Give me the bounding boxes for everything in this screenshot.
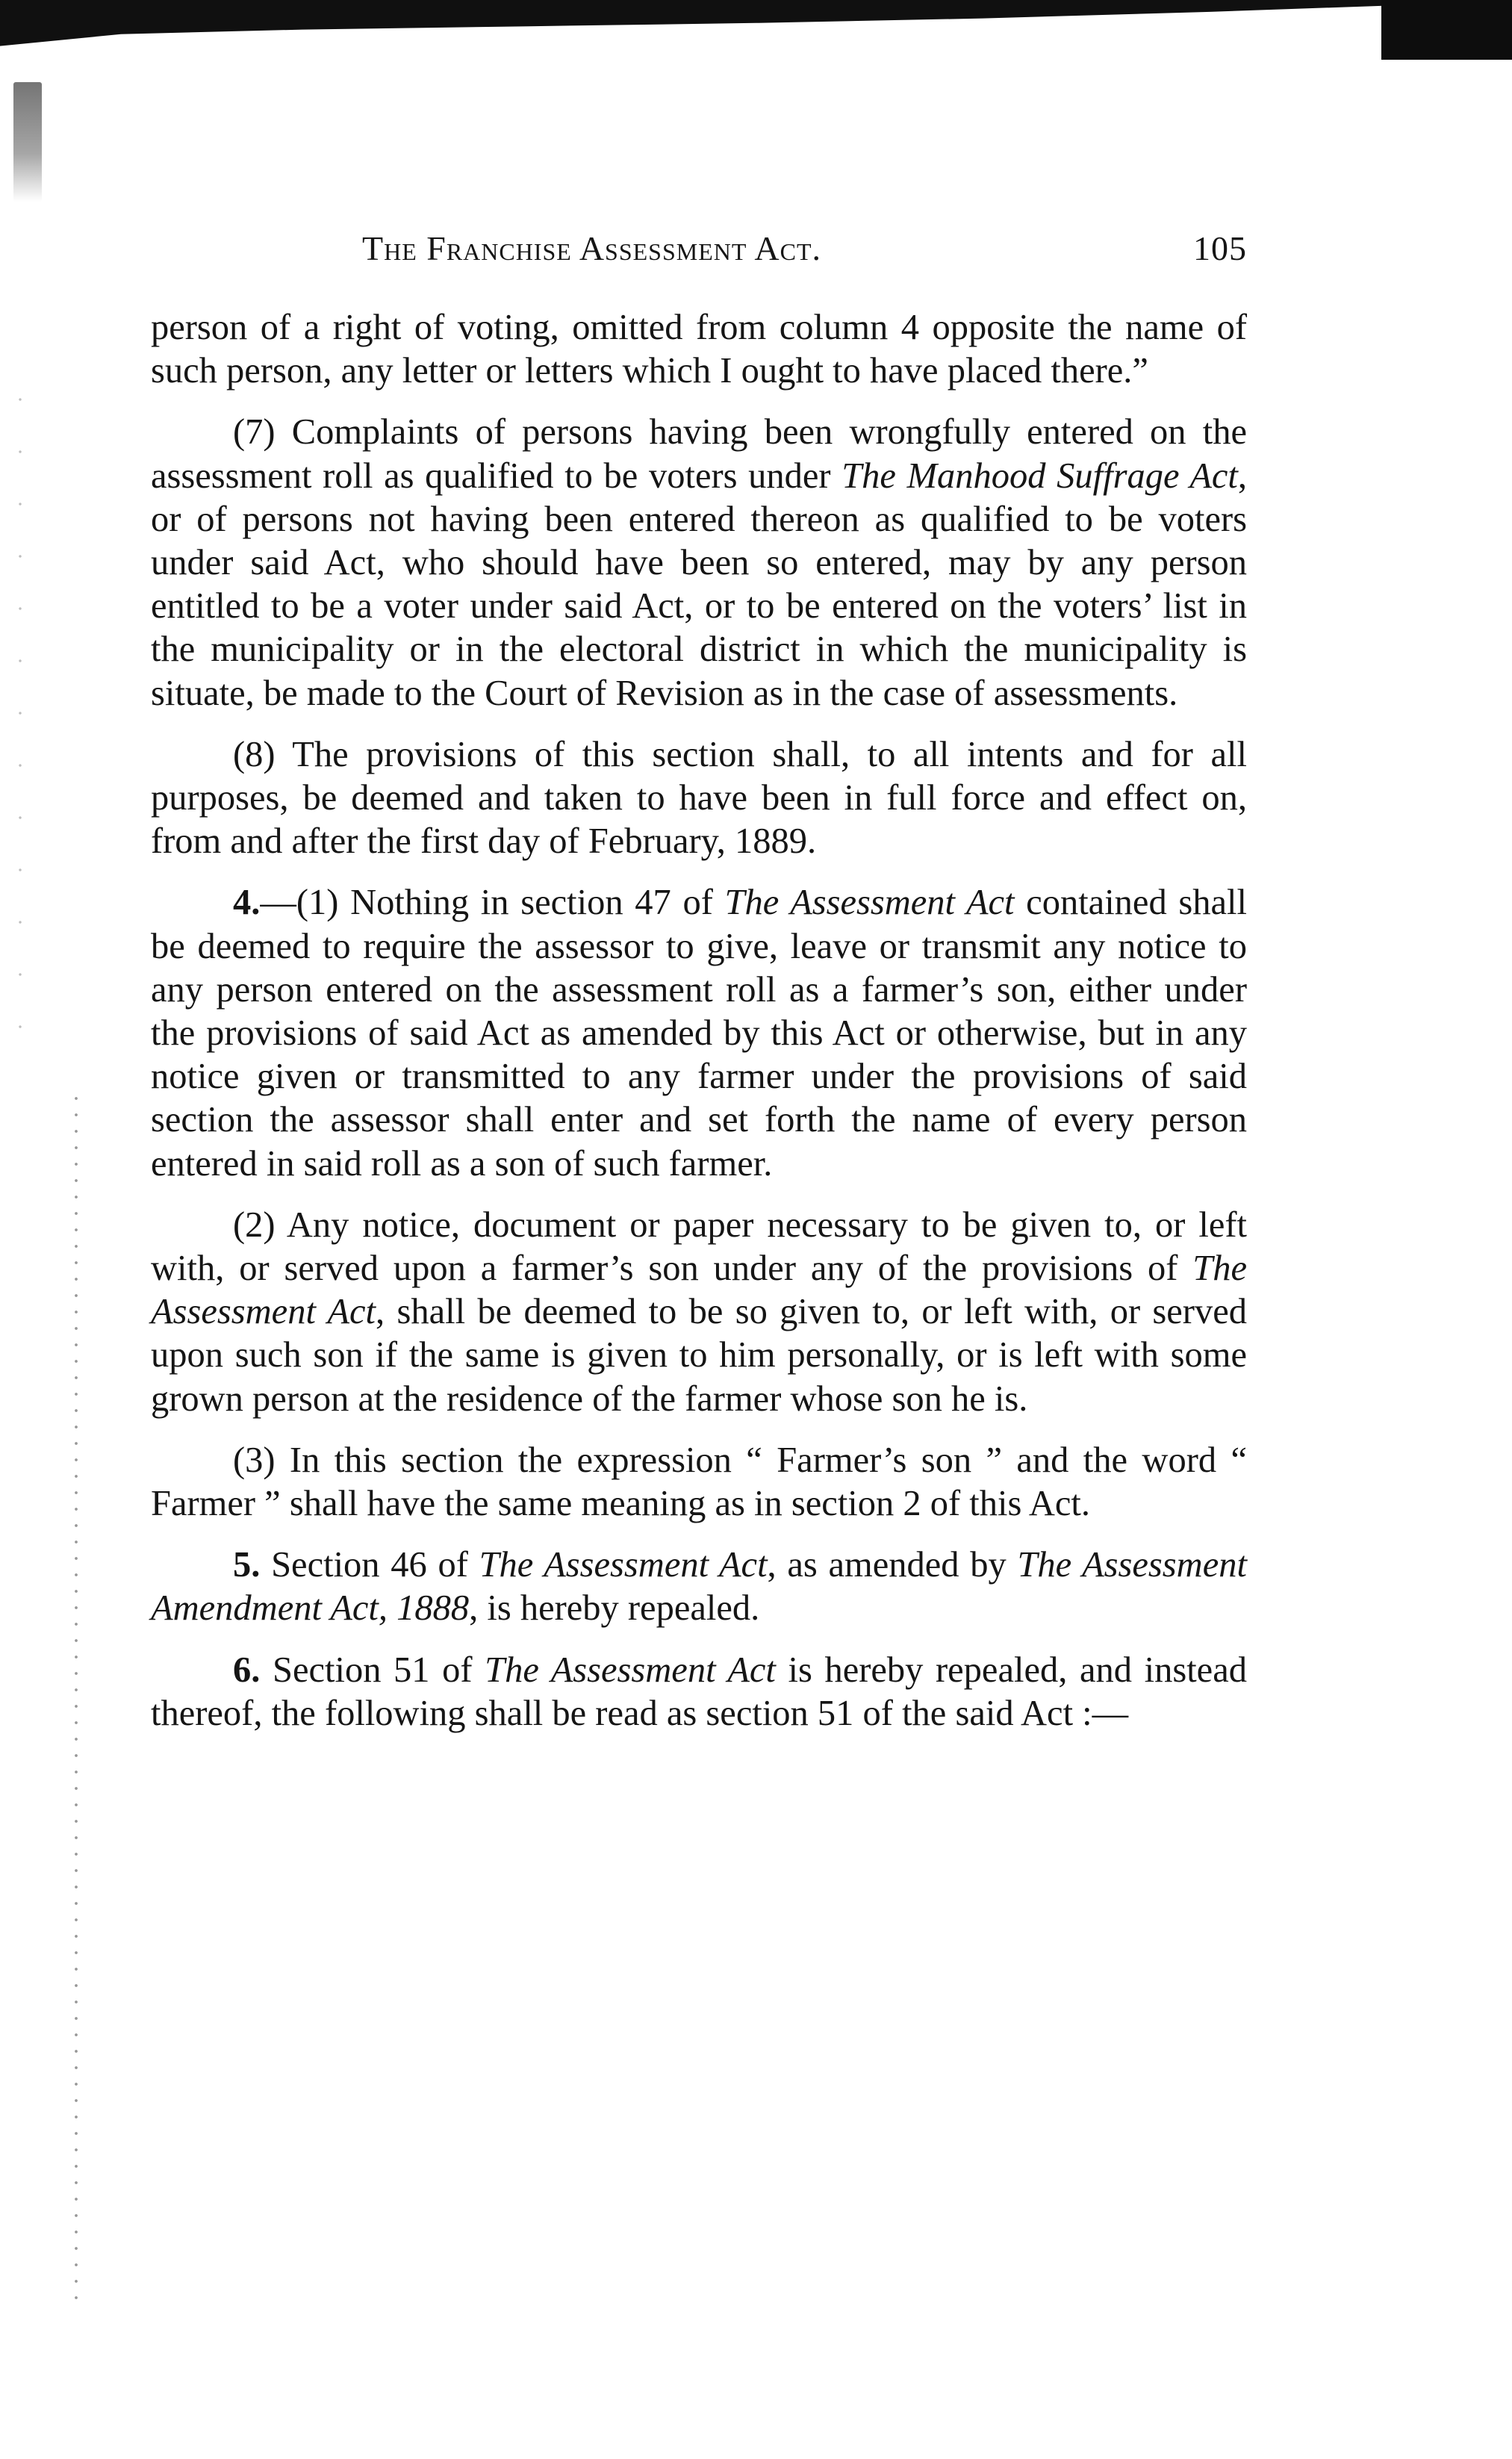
italic-title: The Assessment Act — [479, 1545, 768, 1585]
running-head — [362, 229, 1247, 273]
text-run: Section 46 of — [260, 1545, 479, 1585]
italic-title: The Assessment Act — [485, 1650, 776, 1690]
scan-shadow-corner — [1381, 0, 1512, 60]
paragraph — [151, 411, 1247, 715]
scan-shadow — [0, 0, 1512, 66]
paragraph — [151, 733, 1247, 864]
paragraph — [151, 881, 1247, 1185]
text-run: Section 51 of — [260, 1650, 485, 1690]
section-number: 6. — [233, 1650, 261, 1690]
text-run: person of a right of voting, omitted from column 4 opposite the name of such person, any letter or letters which I ought to have placed there.” — [151, 308, 1247, 391]
text-run: (2) Any notice, document or paper necessary to be given to, or left with, or served upon a farmer’s son under any of the provisions of — [151, 1204, 1247, 1289]
paragraph — [151, 1439, 1247, 1526]
scan-blot — [13, 82, 42, 202]
running-head-title: The Franchise Assessment Act. — [362, 229, 821, 267]
body-text — [151, 306, 1247, 1735]
text-run: , is hereby repealed. — [469, 1588, 760, 1629]
paragraph — [151, 1649, 1247, 1735]
page-number: 105 — [1193, 229, 1247, 267]
text-run: —(1) Nothing in section 47 of — [260, 883, 725, 923]
text-run: contained shall be deemed to require the assessor to give, leave or transmit any notice to any person entered on the assessment roll as a farmer’s son, either under the provisions of said Act as amended by this Act or otherwise, but in any notice given or transmitted to any farmer under the provisions of said section the assessor shall enter and set forth the name of every person entered in said roll as a son of such farmer. — [151, 883, 1247, 1184]
paragraph — [151, 306, 1247, 393]
italic-title: The Assessment Act — [724, 883, 1015, 923]
italic-title: The Manhood Suffrage Act — [841, 456, 1238, 496]
italic-title: The Assessment Act — [151, 1249, 1247, 1332]
text-run: (8) The provisions of this section shall, to all intents and for all purposes, be deemed and taken to have been in full force and effect on, from and after the first day of February, 1889. — [151, 734, 1247, 862]
scan-margin-left — [0, 60, 134, 2459]
scan-specks — [16, 373, 24, 1045]
section-number: 5. — [233, 1545, 261, 1585]
italic-title: The Assessment Amendment Act, 1888 — [151, 1545, 1247, 1629]
scan-border-top — [0, 0, 1512, 69]
scan-binding-marks — [71, 1090, 81, 2300]
text-run: (3) In this section the expression “ Farmer’s son ” and the word “ Farmer ” shall have the same meaning as in section 2 of this Act. — [151, 1440, 1247, 1524]
section-number: 4. — [233, 883, 261, 923]
text-run: , as amended by — [767, 1545, 1018, 1585]
text-run: is hereby repealed, and instead thereof, the following shall be read as section 51 of the said Act :— — [151, 1650, 1247, 1733]
paragraph — [151, 1544, 1247, 1630]
text-run: , shall be deemed to be so given to, or left with, or served upon such son if the same is given to him personally, or is left with some grown person at the residence of the farmer whose son he is. — [151, 1292, 1247, 1419]
text-run: , or of persons not having been entered thereon as qualified to be voters under said Act, who should have been so entered, may by any person entitled to be a voter under said Act, or to be entered on the voters’ list in the municipality or in the electoral district in which the municipality is situate, be made to the Court of Revision as in the case of assessments. — [151, 456, 1247, 713]
paragraph — [151, 1204, 1247, 1421]
text-run: (7) Complaints of persons having been wrongfully entered on the assessment roll as qualified to be voters under — [151, 412, 1247, 496]
